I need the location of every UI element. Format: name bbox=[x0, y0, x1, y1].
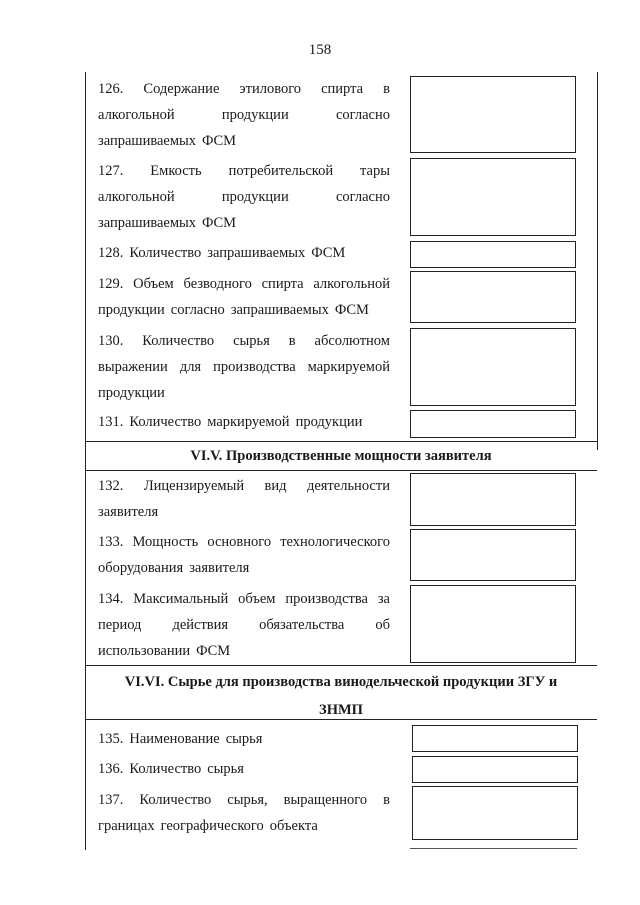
label-word: заявителя bbox=[189, 560, 250, 576]
label-word: производства bbox=[213, 359, 296, 375]
label-word: Количество bbox=[129, 245, 202, 261]
field-label-line bbox=[98, 128, 390, 154]
field-label-127 bbox=[98, 158, 390, 236]
item-number: 135. bbox=[98, 731, 124, 747]
table-bottom-line bbox=[410, 848, 577, 849]
label-word: согласно bbox=[170, 302, 225, 318]
section-title-vi-vi-line1: VI.VI. Сырье для производства винодельческой продукции ЗГУ и bbox=[124, 674, 558, 690]
label-word: продукции bbox=[295, 414, 363, 430]
field-label-126 bbox=[98, 76, 390, 154]
label-word: обязательства bbox=[259, 617, 345, 633]
section-header-vi-v bbox=[85, 441, 597, 471]
label-word: тары bbox=[360, 163, 390, 179]
field-label-line bbox=[98, 354, 390, 380]
label-word: оборудования bbox=[98, 560, 184, 576]
item-number: 130. bbox=[98, 333, 124, 349]
label-word: маркируемой bbox=[207, 414, 290, 430]
label-word: период bbox=[98, 617, 142, 633]
input-box-126[interactable] bbox=[410, 76, 576, 153]
label-word: продукции bbox=[221, 189, 289, 205]
section-title-vi-vi-line2: ЗНМП bbox=[319, 702, 363, 718]
label-word: ФСМ bbox=[202, 215, 237, 231]
label-word: ФСМ bbox=[196, 643, 231, 659]
label-word: согласно bbox=[335, 189, 390, 205]
field-label-129 bbox=[98, 271, 390, 323]
field-label-131 bbox=[98, 409, 390, 435]
label-word: выражении bbox=[98, 359, 168, 375]
label-word: запрашиваемых bbox=[98, 215, 197, 231]
label-word: производства bbox=[285, 591, 368, 607]
item-number: 131. bbox=[98, 414, 124, 430]
field-label-line bbox=[98, 555, 390, 581]
label-word: продукции bbox=[98, 385, 165, 401]
item-number: 126. bbox=[98, 81, 124, 97]
field-label-132 bbox=[98, 473, 390, 525]
label-word: маркируемой bbox=[307, 359, 390, 375]
item-number: 133. bbox=[98, 534, 124, 550]
label-word: вид bbox=[264, 478, 287, 494]
label-word: использовании bbox=[98, 643, 191, 659]
label-word: сырья bbox=[233, 333, 270, 349]
label-word: абсолютном bbox=[314, 333, 390, 349]
field-label-line bbox=[98, 297, 390, 323]
field-label-line bbox=[98, 328, 390, 354]
label-word: в bbox=[383, 81, 390, 97]
label-word: Наименование bbox=[129, 731, 220, 747]
field-label-line bbox=[98, 158, 390, 184]
item-number: 134. bbox=[98, 591, 124, 607]
label-word: объекта bbox=[269, 818, 318, 834]
label-word: алкогольной bbox=[98, 107, 175, 123]
field-label-line bbox=[98, 184, 390, 210]
label-word: согласно bbox=[335, 107, 390, 123]
item-number: 129. bbox=[98, 276, 124, 292]
label-word: продукции bbox=[98, 302, 165, 318]
label-word: ФСМ bbox=[334, 302, 369, 318]
field-label-line bbox=[98, 380, 390, 406]
label-word: сырья, bbox=[227, 792, 268, 808]
label-word: Емкость bbox=[150, 163, 202, 179]
label-word: спирта bbox=[261, 276, 304, 292]
label-word: сырья bbox=[207, 761, 244, 777]
label-word: ФСМ bbox=[202, 133, 237, 149]
field-label-line bbox=[98, 76, 390, 102]
label-word: запрашиваемых bbox=[230, 302, 329, 318]
field-label-line bbox=[98, 813, 390, 839]
label-word: Объем bbox=[133, 276, 174, 292]
field-label-134 bbox=[98, 586, 390, 664]
label-word: основного bbox=[207, 534, 272, 550]
field-label-line bbox=[98, 586, 390, 612]
field-label-line bbox=[98, 529, 390, 555]
input-box-127[interactable] bbox=[410, 158, 576, 236]
item-number: 132. bbox=[98, 478, 124, 494]
input-box-135[interactable] bbox=[412, 725, 578, 752]
input-box-134[interactable] bbox=[410, 585, 576, 663]
field-label-line bbox=[98, 499, 390, 525]
field-label-line bbox=[98, 210, 390, 236]
label-word: запрашиваемых bbox=[98, 133, 197, 149]
label-word: выращенного bbox=[283, 792, 368, 808]
item-number: 128. bbox=[98, 245, 124, 261]
label-word: Количество bbox=[129, 414, 202, 430]
label-word: Лицензируемый bbox=[143, 478, 245, 494]
label-word: в bbox=[383, 792, 390, 808]
input-box-128[interactable] bbox=[410, 241, 576, 268]
label-word: сырья bbox=[225, 731, 263, 747]
label-word: об bbox=[375, 617, 390, 633]
field-label-line bbox=[98, 409, 390, 435]
label-word: для bbox=[179, 359, 202, 375]
label-word: Количество bbox=[142, 333, 215, 349]
section-header-vi-vi bbox=[85, 665, 597, 720]
page-number: 158 bbox=[308, 42, 332, 58]
label-word: Содержание bbox=[143, 81, 220, 97]
label-word: географического bbox=[160, 818, 264, 834]
label-word: границах bbox=[98, 818, 155, 834]
input-box-130[interactable] bbox=[410, 328, 576, 406]
field-label-135 bbox=[98, 726, 390, 752]
field-label-line bbox=[98, 473, 390, 499]
label-word: технологического bbox=[280, 534, 390, 550]
field-label-137 bbox=[98, 787, 390, 839]
field-label-130 bbox=[98, 328, 390, 406]
field-label-line bbox=[98, 612, 390, 638]
input-box-133[interactable] bbox=[410, 529, 576, 581]
label-word: Мощность bbox=[132, 534, 199, 550]
field-label-136 bbox=[98, 756, 390, 782]
input-box-136[interactable] bbox=[412, 756, 578, 783]
field-label-128 bbox=[98, 240, 390, 266]
label-word: заявителя bbox=[98, 504, 159, 520]
label-word: безводного bbox=[183, 276, 252, 292]
label-word: действия bbox=[172, 617, 229, 633]
section-title-vi-v: VI.V. Производственные мощности заявителя bbox=[190, 448, 492, 464]
item-number: 136. bbox=[98, 761, 124, 777]
field-label-line bbox=[98, 102, 390, 128]
field-label-line bbox=[98, 787, 390, 813]
label-word: потребительской bbox=[228, 163, 334, 179]
input-box-129[interactable] bbox=[410, 271, 576, 323]
label-word: продукции bbox=[221, 107, 289, 123]
field-label-133 bbox=[98, 529, 390, 581]
label-word: в bbox=[288, 333, 296, 349]
table-right-border bbox=[597, 72, 598, 450]
field-label-line bbox=[98, 240, 390, 266]
label-word: спирта bbox=[321, 81, 364, 97]
label-word: запрашиваемых bbox=[207, 245, 306, 261]
field-label-line bbox=[98, 638, 390, 664]
label-word: Количество bbox=[139, 792, 212, 808]
label-word: алкогольной bbox=[313, 276, 390, 292]
input-box-132[interactable] bbox=[410, 473, 576, 526]
label-word: ФСМ bbox=[311, 245, 346, 261]
input-box-131[interactable] bbox=[410, 410, 576, 438]
label-word: Количество bbox=[129, 761, 202, 777]
input-box-137[interactable] bbox=[412, 786, 578, 840]
label-word: деятельности bbox=[306, 478, 390, 494]
label-word: этилового bbox=[239, 81, 302, 97]
label-word: алкогольной bbox=[98, 189, 175, 205]
item-number: 137. bbox=[98, 792, 124, 808]
label-word: за bbox=[377, 591, 390, 607]
field-label-line bbox=[98, 726, 390, 752]
item-number: 127. bbox=[98, 163, 124, 179]
label-word: объем bbox=[238, 591, 276, 607]
field-label-line bbox=[98, 271, 390, 297]
label-word: Максимальный bbox=[133, 591, 229, 607]
field-label-line bbox=[98, 756, 390, 782]
